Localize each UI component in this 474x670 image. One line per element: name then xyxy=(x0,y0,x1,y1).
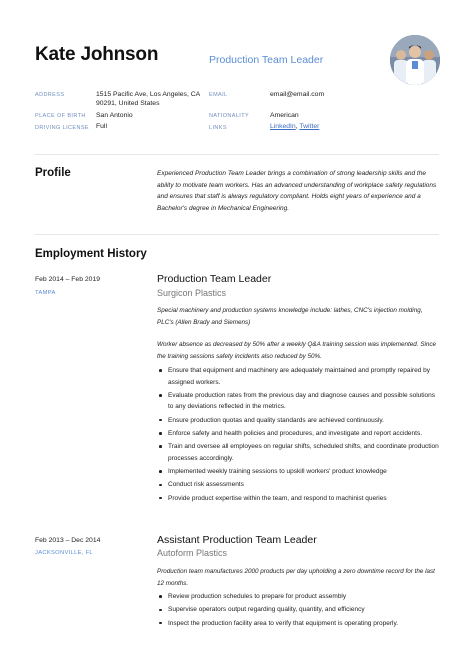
profile-heading: Profile xyxy=(35,167,71,179)
email-value: email@email.com xyxy=(270,91,325,98)
nationality-value: American xyxy=(270,112,299,119)
email-label: EMAIL xyxy=(209,92,228,98)
job-achievement: Worker absence as decreased by 50% after a weekly Q&A training session was implemented. Since the training sessions safety incidents also reduced by 50%. xyxy=(157,341,437,360)
list-item: Ensure production quotas and quality standards are achieved continuously. xyxy=(157,415,439,427)
links-value xyxy=(270,122,319,131)
divider xyxy=(35,234,439,235)
job-role: Assistant Production Team Leader xyxy=(157,534,317,546)
list-item: Provide product expertise within the team, and respond to machinist queries xyxy=(157,493,439,505)
job-description: Production team manufactures 2000 products per day upholding a zero downtime record for the last 12 months. xyxy=(157,568,435,587)
address-line1: 1515 Pacific Ave, Los Angeles, CA xyxy=(96,91,201,98)
list-item: Inspect the production facility area to verify that equipment is operating properly. xyxy=(157,618,439,630)
profile-photo-image xyxy=(390,35,440,85)
candidate-name: Kate Johnson xyxy=(35,44,159,65)
job-city: JACKSONVILLE, FL xyxy=(35,550,93,556)
job-city: TAMPA xyxy=(35,290,56,296)
link-separator: , xyxy=(295,123,298,130)
list-item: Ensure that equipment and machinery are adequately maintained and promptly repaired by assigned workers. xyxy=(157,365,439,388)
job-responsibilities xyxy=(157,365,439,506)
list-item: Implemented weekly training sessions to upskill workers' product knowledge xyxy=(157,466,439,478)
birth-label: PLACE OF BIRTH xyxy=(35,113,86,119)
license-value: Full xyxy=(96,123,107,130)
job-role: Production Team Leader xyxy=(157,273,272,285)
twitter-link[interactable]: Twitter xyxy=(299,123,320,130)
job-title: Production Team Leader xyxy=(209,54,324,66)
list-item: Conduct risk assessments xyxy=(157,479,439,491)
list-item: Train and oversee all employees on regular shifts, scheduled shifts, and coordinate production processes accordingly. xyxy=(157,441,439,464)
employment-heading: Employment History xyxy=(35,248,147,260)
profile-photo xyxy=(390,35,440,85)
address-label: ADDRESS xyxy=(35,92,65,98)
list-item: Supervise operators output regarding quality, quantity, and efficiency xyxy=(157,604,439,616)
divider xyxy=(35,154,439,155)
nationality-label: NATIONALITY xyxy=(209,113,250,119)
job-company: Autoform Plastics xyxy=(157,548,228,558)
address-line2: 90291, United States xyxy=(96,100,160,107)
list-item: Enforce safety and health policies and procedures, and investigate and report accidents. xyxy=(157,428,439,440)
job-dates: Feb 2013 – Dec 2014 xyxy=(35,537,101,544)
birth-value: San Antonio xyxy=(96,112,133,119)
list-item: Evaluate production rates from the previous day and diagnose causes and possible solutions to any deviations reflected in the metrics. xyxy=(157,390,439,413)
license-label: DRIVING LICENSE xyxy=(35,125,89,131)
job-company: Surgicon Plastics xyxy=(157,288,227,298)
job-description: Special machinery and production systems knowledge include: lathes, CNC's injection molding, PLC's (Allen Brady and Siemens) xyxy=(157,307,423,326)
links-label: LINKS xyxy=(209,125,227,131)
job-dates: Feb 2014 – Feb 2019 xyxy=(35,276,100,283)
profile-summary: Experienced Production Team Leader brings a combination of strong leadership skills and the ability to motivate team workers. Has an advanced understanding of workplace safety regulations and ensures that staff is always regulatory compliant. Holds eight years of experience and a Bachelor's degree in Mechanical Engineering. xyxy=(157,170,437,212)
list-item: Review production schedules to prepare for product assembly xyxy=(157,591,439,603)
linkedin-link[interactable]: LinkedIn xyxy=(270,123,296,130)
job-responsibilities xyxy=(157,591,439,631)
